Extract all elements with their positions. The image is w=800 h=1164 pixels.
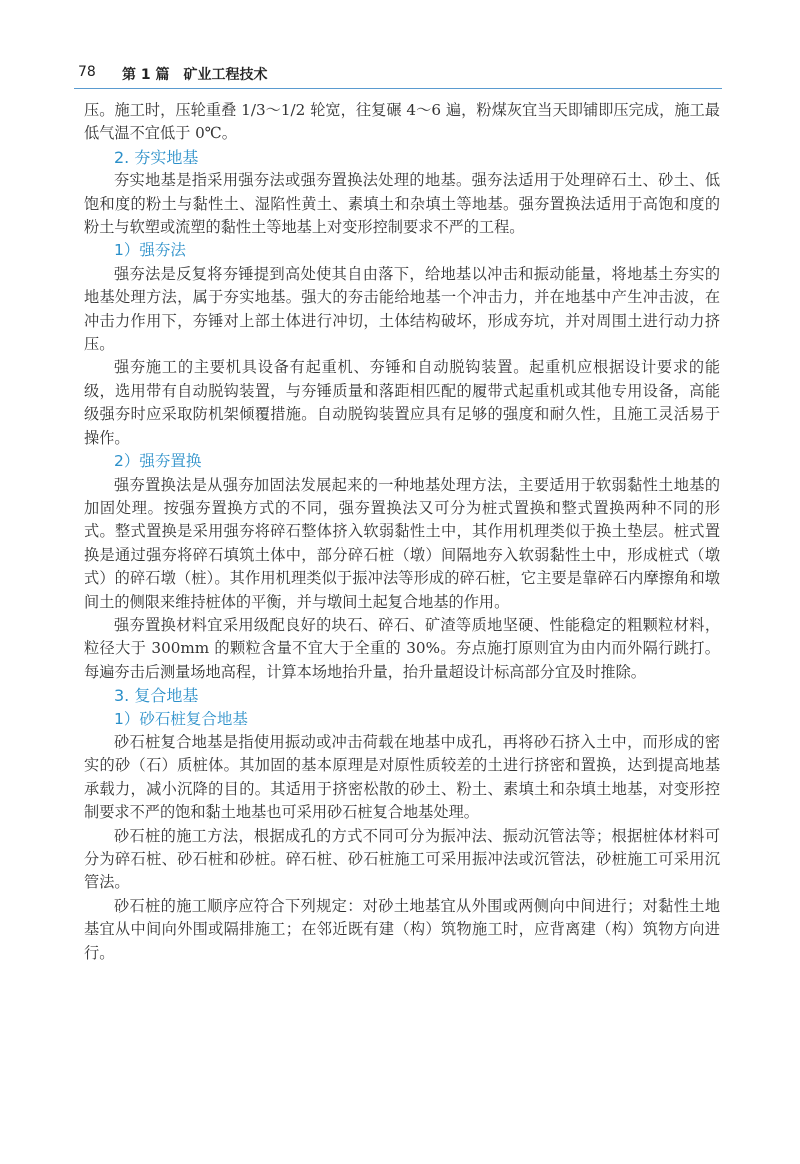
subsection-heading-gravel-pile: 1）砂石桩复合地基	[114, 709, 248, 728]
paragraph-dynamic-replacement-2: 强夯置换材料宜采用级配良好的块石、碎石、矿渣等质地坚硬、性能稳定的粗颗粒材料，粒径大于 300mm 的颗粒含量不宜大于全重的 30%。夯点施打原则宜为由内而外隔行跳打。每遍夯击后测量场地高程，计算本场地抬升量，抬升量超设计标高部分宜及时推除。	[84, 615, 720, 681]
page-number: 78	[78, 64, 96, 80]
running-header-title: 第 1 篇 矿业工程技术	[122, 67, 268, 83]
paragraph-gravel-pile-2: 砂石桩的施工方法，根据成孔的方式不同可分为振冲法、振动沉管法等；根据桩体材料可分为碎石桩、砂石桩和砂桩。碎石桩、砂石桩施工可采用振冲法或沉管法，砂桩施工可采用沉管法。	[84, 826, 720, 892]
section-heading-tamping: 2. 夯实地基	[114, 147, 199, 167]
paragraph-tamping-intro: 夯实地基是指采用强夯法或强夯置换法处理的地基。强夯法适用于处理碎石土、砂土、低饱和度的粉土与黏性土、湿陷性黄土、素填土和杂填土等地基。强夯置换法适用于高饱和度的粉土与软塑或流塑的黏性土等地基上对变形控制要求不严的工程。	[84, 171, 720, 237]
header-rule	[74, 88, 722, 89]
paragraph-gravel-pile-1: 砂石桩复合地基是指使用振动或冲击荷载在地基中成孔，再将砂石挤入土中，而形成的密实的砂（石）质桩体。其加固的基本原理是对原性质较差的土进行挤密和置换，达到提高地基承载力，减小沉降的目的。其适用于挤密松散的砂土、粉土、素填土和杂填土地基，对变形控制要求不严的饱和黏土地基也可采用砂石桩复合地基处理。	[84, 732, 720, 822]
paragraph-continuation: 压。施工时，压轮重叠 1/3～1/2 轮宽，往复碾 4～6 遍，粉煤灰宜当天即铺即压完成，施工最低气温不宜低于 0℃。	[84, 101, 720, 143]
section-heading-composite: 3. 复合地基	[114, 686, 199, 706]
page-header	[78, 60, 722, 86]
paragraph-dynamic-compaction-2: 强夯施工的主要机具设备有起重机、夯锤和自动脱钩装置。起重机应根据设计要求的能级，选用带有自动脱钩装置，与夯锤质量和落距相匹配的履带式起重机或其他专用设备，高能级强夯时应采取防机架倾覆措施。自动脱钩装置应具有足够的强度和耐久性，且施工灵活易于操作。	[84, 358, 720, 447]
subsection-heading-dynamic-replacement: 2）强夯置换	[114, 452, 202, 471]
page-body	[84, 99, 720, 965]
paragraph-dynamic-replacement-1: 强夯置换法是从强夯加固法发展起来的一种地基处理方法，主要适用于软弱黏性土地基的加固处理。按强夯置换方式的不同，强夯置换法又可分为桩式置换和整式置换两种不同的形式。整式置换是采用强夯将碎石整体挤入软弱黏性土中，其作用机理类似于换土垫层。桩式置换是通过强夯将碎石填筑土体中，部分碎石桩（墩）间隔地夯入软弱黏性土中，形成桩式（墩式）的碎石墩（桩）。其作用机理类似于振冲法等形成的碎石桩，它主要是靠碎石内摩擦角和墩间土的侧限来维持桩体的平衡，并与墩间土起复合地基的作用。	[84, 475, 720, 611]
paragraph-dynamic-compaction-1: 强夯法是反复将夯锤提到高处使其自由落下，给地基以冲击和振动能量，将地基土夯实的地基处理方法，属于夯实地基。强大的夯击能给地基一个冲击力，并在地基中产生冲击波，在冲击力作用下，夯锤对上部土体进行冲切，土体结构破坏，形成夯坑，并对周围土进行动力挤压。	[84, 264, 720, 354]
subsection-heading-dynamic-compaction: 1）强夯法	[114, 241, 186, 260]
paragraph-gravel-pile-3: 砂石桩的施工顺序应符合下列规定：对砂土地基宜从外围或两侧向中间进行；对黏性土地基宜从中间向外围或隔排施工；在邻近既有建（构）筑物施工时，应背离建（构）筑物方向进行。	[84, 896, 720, 962]
